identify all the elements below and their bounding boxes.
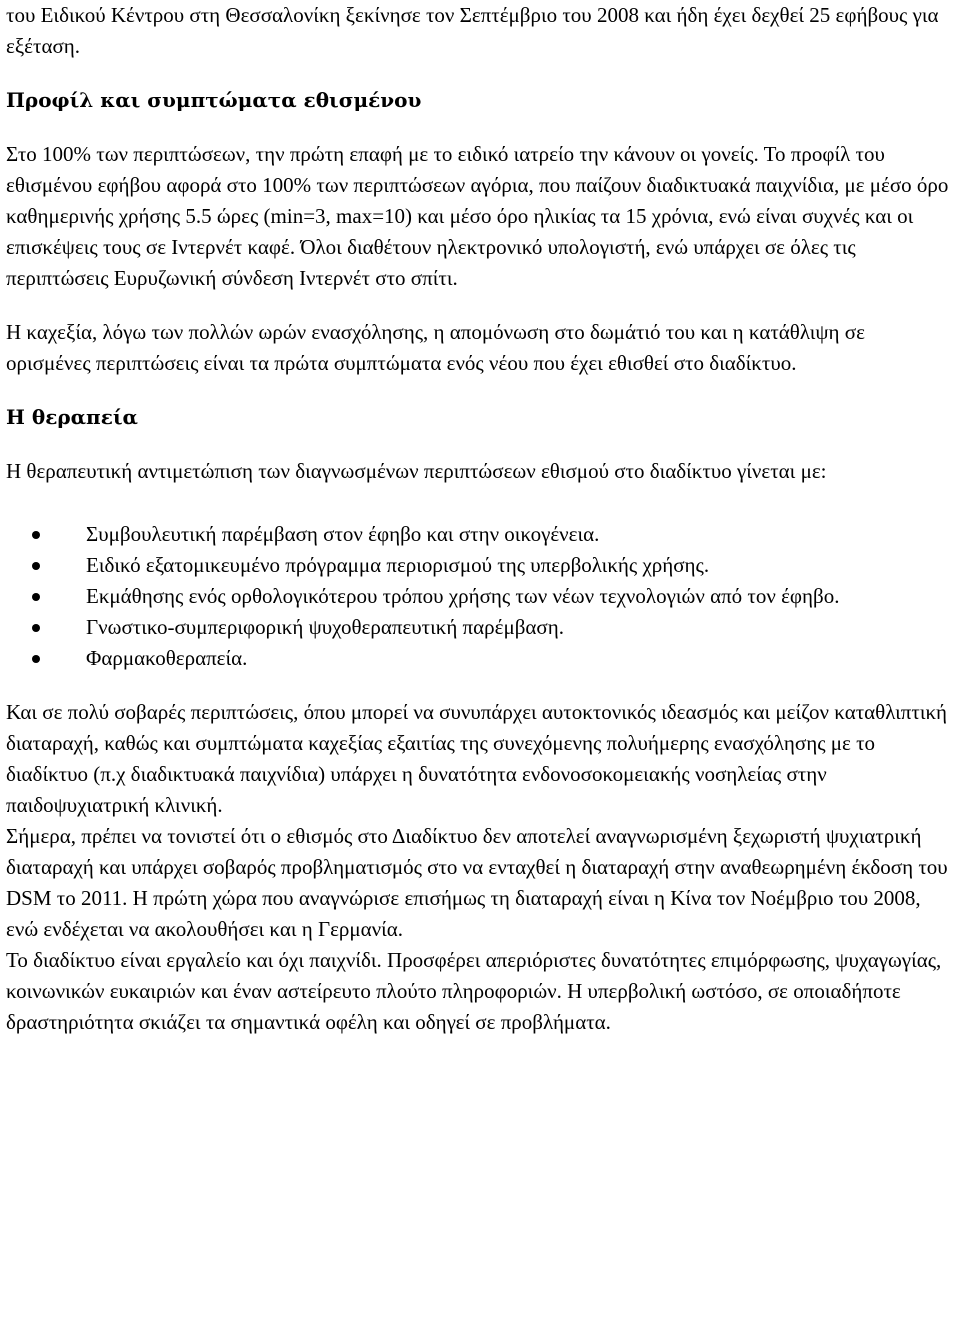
spacer	[6, 62, 952, 85]
spacer	[6, 674, 952, 697]
list-item	[86, 581, 952, 612]
bullet-icon	[32, 655, 40, 663]
spacer	[6, 433, 952, 456]
bullet-icon	[32, 593, 40, 601]
list-item-text: Συμβουλευτική παρέμβαση στον έφηβο και στην οικογένεια.	[86, 522, 600, 546]
bullet-icon	[32, 531, 40, 539]
list-item	[86, 519, 952, 550]
list-item	[86, 643, 952, 674]
section-heading-profile: Προφίλ και συμπτώματα εθισμένου	[6, 88, 422, 112]
list-item	[86, 612, 952, 643]
intro-paragraph: του Ειδικού Κέντρου στη Θεσσαλονίκη ξεκίνησε τον Σεπτέμβριο του 2008 και ήδη έχει δεχθεί 25 εφήβους για εξέταση.	[6, 3, 939, 58]
spacer	[6, 294, 952, 317]
severe-cases-paragraph: Και σε πολύ σοβαρές περιπτώσεις, όπου μπορεί να συνυπάρχει αυτοκτονικός ιδεασμός και μείζον καταθλιπτική διαταραχή, καθώς και συμπτώματα καχεξίας εξαιτίας της συνεχόμενης πολυήμερης ενασχόλησης με το διαδίκτυο (π.χ διαδικτυακά παιχνίδια) υπάρχει η δυνατότητα ενδονοσοκομειακής νοσηλείας στην παιδοψυχιατρική κλινική.	[6, 700, 948, 817]
spacer	[6, 487, 952, 519]
conclusion-paragraph: Το διαδίκτυο είναι εργαλείο και όχι παιχνίδι. Προσφέρει απεριόριστες δυνατότητες επιμόρφωσης, ψυχαγωγίας, κοινωνικών ευκαιριών και έναν αστείρευτο πλούτο πληροφοριών. Η υπερβολική ωστόσο, σε οποιαδήποτε δραστηριότητα σκιάζει τα σημαντικά οφέλη και οδηγεί σε προβλήματα.	[6, 948, 942, 1034]
section-heading-therapy: Η θεραπεία	[6, 405, 138, 429]
therapy-intro-paragraph: Η θεραπευτική αντιμετώπιση των διαγνωσμένων περιπτώσεων εθισμού στο διαδίκτυο γίνεται με:	[6, 459, 827, 483]
list-item-text: Φαρμακοθεραπεία.	[86, 646, 248, 670]
profile-paragraph: Στο 100% των περιπτώσεων, την πρώτη επαφή με το ειδικό ιατρείο την κάνουν οι γονείς. Το προφίλ του εθισμένου εφήβου αφορά στο 100% των περιπτώσεων αγόρια, που παίζουν διαδικτυακά παιχνίδια, με μέσο όρο καθημερινής χρήσης 5.5 ώρες (min=3, max=10) και μέσο όρο ηλικίας τα 15 χρόνια, ενώ είναι συχνές και οι επισκέψεις τους σε Ιντερνέτ καφέ. Όλοι διαθέτουν ηλεκτρονικό υπολογιστή, ενώ υπάρχει σε όλες τις περιπτώσεις Ευρυζωνική σύνδεση Ιντερνέτ στο σπίτι.	[6, 142, 949, 290]
list-item-text: Γνωστικο-συμπεριφορική ψυχοθεραπευτική παρέμβαση.	[86, 615, 564, 639]
today-paragraph: Σήμερα, πρέπει να τονιστεί ότι ο εθισμός στο Διαδίκτυο δεν αποτελεί αναγνωρισμένη ξεχωριστή ψυχιατρική διαταραχή και υπάρχει σοβαρός προβληματισμός στο να ενταχθεί η διαταραχή στην αναθεωρημένη έκδοση του DSM το 2011. Η πρώτη χώρα που αναγνώρισε επισήμως τη διαταραχή είναι η Κίνα τον Νοέμβριο του 2008, ενώ ενδέχεται να ακολουθήσει και η Γερμανία.	[6, 824, 948, 941]
list-item-text: Ειδικό εξατομικευμένο πρόγραμμα περιορισμού της υπερβολικής χρήσης.	[86, 553, 710, 577]
symptoms-paragraph: Η καχεξία, λόγω των πολλών ωρών ενασχόλησης, η απομόνωση στο δωμάτιό του και η κατάθλιψη σε ορισμένες περιπτώσεις είναι τα πρώτα συμπτώματα ενός νέου που έχει εθισθεί στο διαδίκτυο.	[6, 320, 865, 375]
list-item-text: Εκμάθησης ενός ορθολογικότερου τρόπου χρήσης των νέων τεχνολογιών από τον έφηβο.	[86, 584, 840, 608]
spacer	[6, 116, 952, 139]
bullet-icon	[32, 624, 40, 632]
spacer	[6, 379, 952, 402]
therapy-list	[6, 519, 952, 674]
list-item	[86, 550, 952, 581]
bullet-icon	[32, 562, 40, 570]
